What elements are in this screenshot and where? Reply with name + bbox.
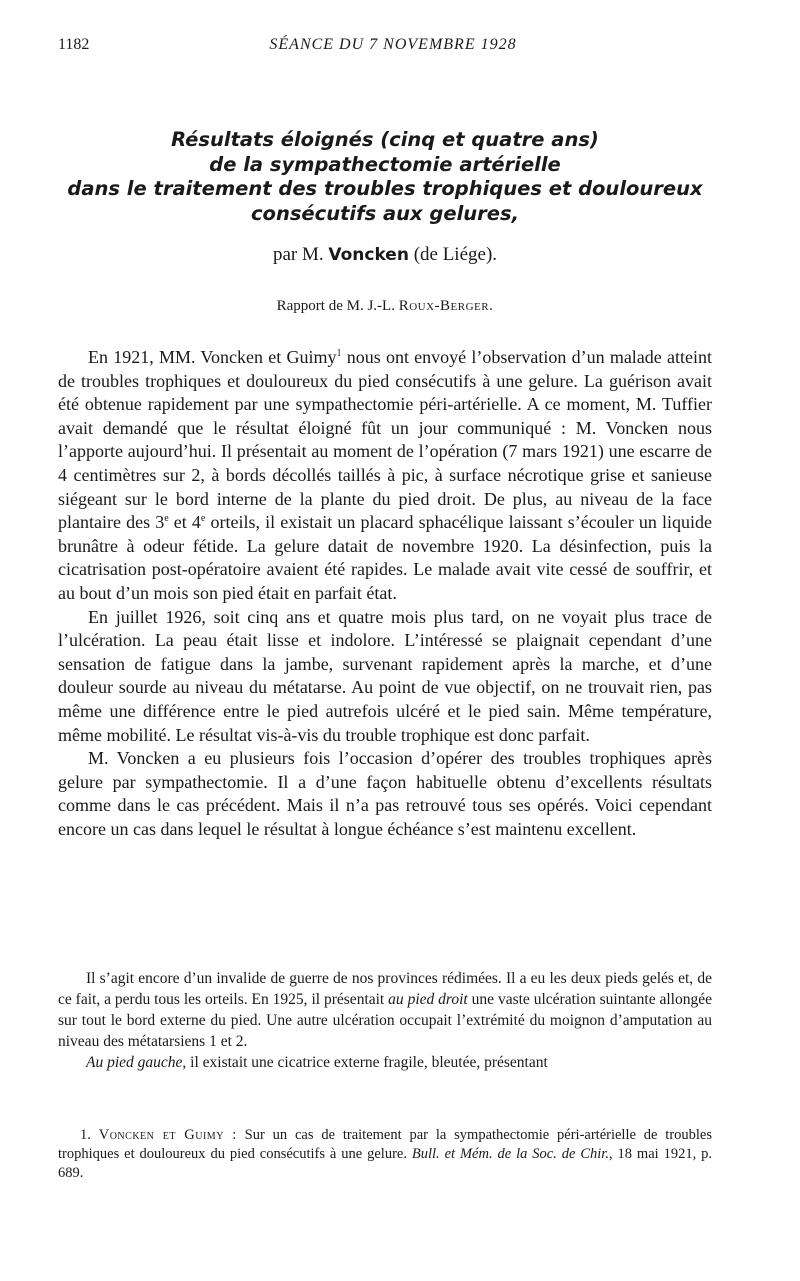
case-report — [58, 968, 712, 1073]
byline-prefix: par M. — [272, 244, 324, 265]
paragraph: Au pied gauche, il existait une cicatrice externe fragile, bleutée, présentant — [86, 1054, 548, 1071]
footnote: 1. Voncken et Guimy : Sur un cas de traitement par la sympathectomie péri-artérielle de troubles trophiques et douloureux du pied consécutifs à une gelure. Bull. et Mém. de la Soc. de Chir., 18 mai 1921, p. 689. — [58, 1127, 713, 1181]
footnote-authors: Voncken et Guimy : — [98, 1127, 237, 1143]
reporter-name: Roux-Berger. — [398, 298, 494, 314]
paragraph: En 1921, MM. Voncken et Guimy$^1$ nous ont envoyé l’observation d’un malade atteint de troubles trophiques et douloureux du pied consécutifs à une gelure. La guérison avait été obtenue rapidement par une sympathectomie péri-artérielle. A ce moment, M. Tuffier avait demandé que le résultat éloigné fût un jour communiqué : M. Voncken nous l’apporte aujourd’hui. Il présentait au moment de l’opération (7 mars 1921) une escarre de 4 centimètres sur 2, à bords décollés taillés à pic, à surface nécrotique grise et sanieuse siégeant sur le bord interne de la plante du pied droit. De plus, au niveau de la face plantaire des 3e et 4e orteils, il existait un placard sphacélique laissant s’écouler un liquide brunâtre à odeur fétide. La gelure datait de novembre 1920. La désinfection, puis la cicatrisation post-opératoire avaient été rapides. Le malade avait vite cessé de souffrir, et au bout d’un mois son pied était en parfait état. — [58, 347, 713, 603]
paragraph: En juillet 1926, soit cinq ans et quatre mois plus tard, on ne voyait plus trace de l’ulcération. La peau était lisse et indolore. L’intéressé se plaignait cependant d’une sensation de fatigue dans la jambe, survenant rapidement après la marche, et d’une douleur sourde au niveau du métatarse. Au point de vue objectif, on ne trouvait rien, pas même une différence entre le pied autrefois ulcéré et le pied sain. Même température, même mobilité. Le résultat vis-à-vis du trouble trophique est donc parfait. — [58, 606, 712, 745]
page-header — [58, 36, 728, 60]
paragraph: M. Voncken a eu plusieurs fois l’occasion d’opérer des troubles trophiques après gelure par sympathectomie. Il a d’une façon habituelle obtenu d’excellents résultats comme dans le cas précédent. Mais il n’a pas retrouvé tous ses opérés. Voici cependant encore un cas dans lequel le résultat à longue échéance s’est maintenu excellent. — [58, 748, 712, 839]
title-line: de la sympathectomie artérielle — [209, 152, 561, 176]
title-line: dans le traitement des troubles trophiques et douloureux — [67, 177, 703, 200]
page-number: 1182 — [58, 36, 90, 53]
paragraph: Il s’agit encore d’un invalide de guerre de nos provinces rédimées. Il a eu les deux pieds gelés et, de ce fait, a perdu tous les orteils. En 1925, il présentait au pied droit une vaste ulcération suintante allongée sur tout le bord externe du pied. Une autre ulcération occupait l’extrémité du moignon d’amputation au niveau des métatarsiens 1 et 2. — [58, 970, 712, 1050]
title-line: consécutifs aux gelures, — [250, 201, 519, 225]
footnote-ref: 1 — [336, 348, 342, 359]
byline-suffix: (de Liége). — [413, 244, 498, 265]
author-name: Voncken — [328, 245, 409, 265]
byline — [58, 244, 712, 266]
body-text — [58, 346, 712, 841]
running-head: SÉANCE DU 7 NOVEMBRE 1928 — [269, 36, 517, 53]
report-line — [58, 298, 712, 315]
footnote-source: Bull. et Mém. de la Soc. de Chir. — [411, 1146, 609, 1162]
report-prefix: Rapport de M. J.-L. — [276, 298, 395, 314]
article-title — [58, 128, 712, 226]
title-line: Résultats éloignés (cinq et quatre ans) — [171, 128, 599, 151]
